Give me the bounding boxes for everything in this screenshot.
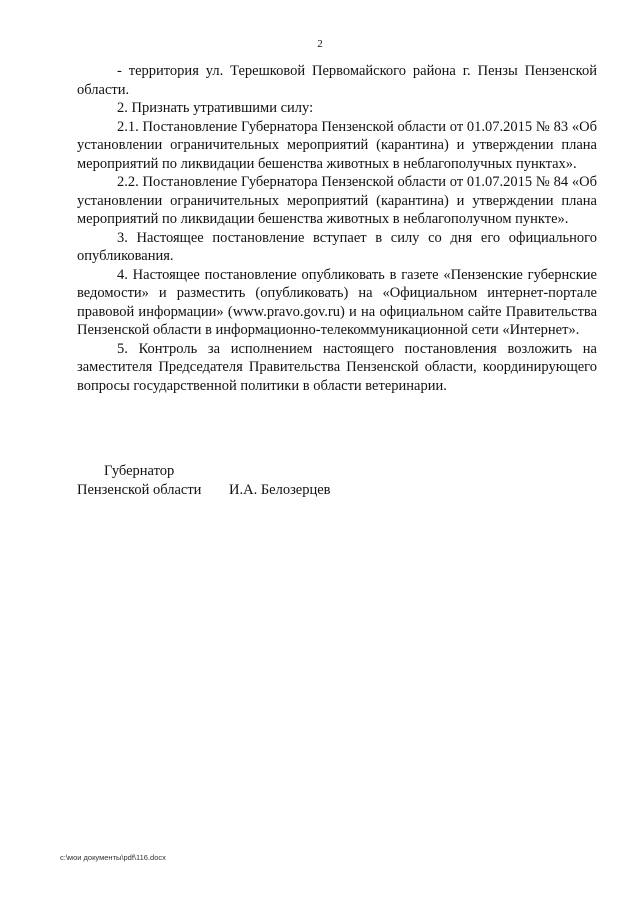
signature-row	[77, 481, 477, 500]
signature-name: И.А. Белозерцев	[229, 481, 331, 498]
signature-block	[77, 462, 477, 499]
paragraph-effective-date: 3. Настоящее постановление вступает в силу со дня его официального опубликования.	[77, 229, 597, 264]
page-number: 2	[317, 38, 323, 50]
signature-title: Губернатор	[104, 463, 175, 479]
footer-file-path: c:\мои документы\pdf\116.docx	[60, 853, 166, 862]
paragraph-repeal-2-2: 2.2. Постановление Губернатора Пензенской области от 01.07.2015 № 84 «Об установлении ограничительных мероприятий (карантина) и утверждении плана мероприятий по ликвидации бешенства животных в неблагополучном пункте».	[77, 174, 597, 227]
document-body	[77, 62, 597, 395]
paragraph-repeal-2-1: 2.1. Постановление Губернатора Пензенской области от 01.07.2015 № 83 «Об установлении ограничительных мероприятий (карантина) и утверждении плана мероприятий по ликвидации бешенства животных в неблагополучных пунктах».	[77, 118, 597, 172]
paragraph-publication: 4. Настоящее постановление опубликовать в газете «Пензенские губернские ведомости» и разместить (опубликовать) на «Официальном интернет-портале правовой информации» (www.pravo.gov.ru) и на официальном сайте Правительства Пензенской области в информационно-телекоммуникационной сети «Интернет».	[77, 266, 597, 338]
paragraph-territory: - территория ул. Терешковой Первомайского района г. Пензы Пензенской области.	[77, 63, 597, 98]
paragraph-repeal: 2. Признать утратившими силу:	[117, 100, 314, 116]
signature-region: Пензенской области	[77, 481, 202, 498]
paragraph-control: 5. Контроль за исполнением настоящего постановления возложить на заместителя Председателя Правительства Пензенской области, координирующего вопросы государственной политики в области ветеринарии.	[77, 340, 597, 394]
